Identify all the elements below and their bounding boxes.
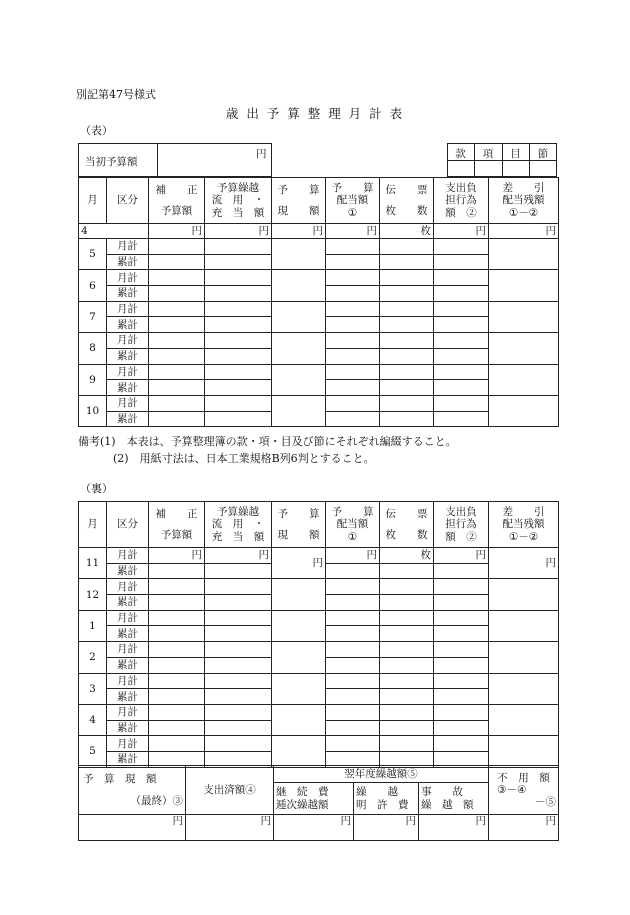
entry-cell[interactable]: [434, 657, 489, 673]
unit-yen: 円: [274, 815, 354, 841]
entry-cell[interactable]: [149, 254, 205, 270]
unused-header: 不 用 額 ③－④ －⑤: [489, 766, 559, 815]
entry-cell[interactable]: [434, 579, 489, 595]
unit-yen: 円: [149, 224, 205, 239]
entry-cell[interactable]: [272, 364, 326, 395]
table-row: [79, 610, 559, 626]
table-row: [79, 579, 559, 595]
entry-cell[interactable]: [326, 348, 380, 364]
entry-cell[interactable]: [380, 270, 434, 286]
entry-cell[interactable]: [434, 610, 489, 626]
entry-cell[interactable]: [205, 411, 272, 427]
entry-cell[interactable]: [434, 333, 489, 349]
table-row: [79, 333, 559, 349]
row-type-cell: 月計: [107, 548, 149, 564]
entry-cell[interactable]: [380, 689, 434, 705]
row-type-cell: 累計: [107, 380, 149, 396]
entry-cell[interactable]: [380, 657, 434, 673]
row-type-cell: 月計: [107, 270, 149, 286]
entry-cell[interactable]: [434, 395, 489, 411]
month-cell: 1: [79, 610, 107, 641]
entry-cell[interactable]: [272, 301, 326, 332]
row-type-cell: 月計: [107, 704, 149, 720]
col-current: 予 算 現 額: [272, 502, 326, 548]
col-vouchers: 伝 票 枚 数: [380, 502, 434, 548]
row-type-cell: 月計: [107, 673, 149, 689]
entry-cell[interactable]: [149, 720, 205, 736]
paid-header: 支出済額④: [186, 766, 274, 815]
col-liability: 支出負 担行為 額 ②: [434, 178, 489, 224]
row-type-cell: 累計: [107, 626, 149, 642]
col-allocation: 予 算 配当額 ①: [326, 178, 380, 224]
entry-cell[interactable]: [149, 317, 205, 333]
unit-yen: 円: [354, 815, 419, 841]
note-text: 本表は、予算整理簿の款・項・目及び節にそれぞれ編綴すること。: [126, 435, 457, 448]
entry-cell[interactable]: [380, 364, 434, 380]
entry-cell[interactable]: [380, 348, 434, 364]
row-type-cell: 累計: [107, 720, 149, 736]
entry-cell[interactable]: [149, 689, 205, 705]
explicit-carry-header: 繰 越 明 許 費: [354, 783, 419, 815]
front-ledger-table: [78, 177, 559, 427]
entry-cell[interactable]: [434, 626, 489, 642]
entry-cell[interactable]: [149, 657, 205, 673]
entry-cell[interactable]: [149, 579, 205, 595]
unit-sheets: 枚: [380, 224, 434, 239]
entry-cell[interactable]: [434, 736, 489, 752]
entry-cell[interactable]: [434, 286, 489, 302]
unit-yen: 円: [326, 224, 380, 239]
entry-cell[interactable]: [205, 579, 272, 595]
first-month: 4: [79, 224, 149, 239]
entry-cell[interactable]: [434, 673, 489, 689]
table-row: [79, 642, 559, 658]
entry-cell[interactable]: [326, 301, 380, 317]
entry-cell[interactable]: [272, 395, 326, 426]
month-cell: 8: [79, 333, 107, 364]
table-row: [79, 704, 559, 720]
entry-cell[interactable]: [205, 333, 272, 349]
entry-cell[interactable]: [149, 642, 205, 658]
entry-cell[interactable]: [380, 720, 434, 736]
entry-cell[interactable]: [326, 317, 380, 333]
entry-cell[interactable]: 円: [272, 548, 326, 579]
entry-cell[interactable]: [326, 689, 380, 705]
notes: [78, 433, 457, 467]
entry-cell[interactable]: [149, 348, 205, 364]
entry-cell[interactable]: [205, 642, 272, 658]
entry-cell[interactable]: [380, 301, 434, 317]
entry-cell[interactable]: [149, 239, 205, 255]
row-type-cell: 月計: [107, 642, 149, 658]
entry-cell[interactable]: [149, 286, 205, 302]
row-type-cell: 累計: [107, 411, 149, 427]
entry-cell[interactable]: [434, 642, 489, 658]
month-cell: 5: [79, 736, 107, 767]
entry-cell[interactable]: [326, 626, 380, 642]
entry-cell[interactable]: [489, 333, 559, 364]
row-type-cell: 月計: [107, 579, 149, 595]
entry-cell[interactable]: [149, 301, 205, 317]
entry-cell[interactable]: [489, 239, 559, 270]
entry-cell[interactable]: [434, 689, 489, 705]
notes-label: 備考: [78, 435, 100, 448]
entry-cell[interactable]: 枚: [380, 548, 434, 564]
entry-cell[interactable]: [205, 301, 272, 317]
entry-cell[interactable]: [205, 563, 272, 579]
entry-cell[interactable]: [489, 610, 559, 641]
entry-cell[interactable]: [272, 610, 326, 641]
month-cell: 6: [79, 270, 107, 301]
row-type-cell: 累計: [107, 751, 149, 767]
entry-cell[interactable]: [434, 317, 489, 333]
entry-cell[interactable]: [434, 348, 489, 364]
month-cell: 11: [79, 548, 107, 579]
row-type-cell: 月計: [107, 610, 149, 626]
entry-cell[interactable]: [272, 673, 326, 704]
col-supplement: 補 正 予算額: [149, 178, 205, 224]
entry-cell[interactable]: [326, 380, 380, 396]
table-row: [79, 736, 559, 752]
entry-cell[interactable]: [149, 333, 205, 349]
month-cell: 10: [79, 395, 107, 426]
entry-cell[interactable]: [272, 270, 326, 301]
unit-yen: 円: [79, 815, 186, 841]
month-cell: 7: [79, 301, 107, 332]
entry-cell[interactable]: [326, 364, 380, 380]
entry-cell[interactable]: [326, 704, 380, 720]
entry-cell[interactable]: [489, 642, 559, 673]
entry-cell[interactable]: [149, 380, 205, 396]
entry-cell[interactable]: [380, 411, 434, 427]
row-type-cell: 累計: [107, 286, 149, 302]
entry-cell[interactable]: [489, 395, 559, 426]
row-type-cell: 累計: [107, 657, 149, 673]
entry-cell[interactable]: [380, 317, 434, 333]
entry-cell[interactable]: [272, 704, 326, 735]
entry-cell[interactable]: [272, 642, 326, 673]
row-type-cell: 累計: [107, 317, 149, 333]
entry-cell[interactable]: [149, 736, 205, 752]
month-cell: 12: [79, 579, 107, 610]
budget-item-kan: 款: [455, 148, 466, 160]
entry-cell[interactable]: [272, 736, 326, 767]
entry-cell[interactable]: [380, 642, 434, 658]
entry-cell[interactable]: [205, 689, 272, 705]
entry-cell[interactable]: [326, 270, 380, 286]
row-type-cell: 月計: [107, 239, 149, 255]
entry-cell[interactable]: [149, 411, 205, 427]
entry-cell[interactable]: [434, 254, 489, 270]
entry-cell[interactable]: [149, 395, 205, 411]
entry-cell[interactable]: [489, 364, 559, 395]
col-category: 区分: [107, 178, 149, 224]
entry-cell[interactable]: 円: [149, 548, 205, 564]
entry-cell[interactable]: [326, 579, 380, 595]
entry-cell[interactable]: [380, 563, 434, 579]
entry-cell[interactable]: [380, 673, 434, 689]
entry-cell[interactable]: [489, 301, 559, 332]
initial-budget-yen: 円: [256, 148, 267, 160]
table-row: [79, 239, 559, 255]
entry-cell[interactable]: [434, 364, 489, 380]
entry-cell[interactable]: 円: [489, 548, 559, 579]
entry-cell[interactable]: [434, 301, 489, 317]
table-row: [79, 301, 559, 317]
back-label: （裏）: [80, 482, 113, 495]
col-category: 区分: [107, 502, 149, 548]
entry-cell[interactable]: [434, 704, 489, 720]
back-ledger-table: [78, 501, 559, 768]
entry-cell[interactable]: [149, 673, 205, 689]
entry-cell[interactable]: [149, 704, 205, 720]
entry-cell[interactable]: [205, 317, 272, 333]
row-type-cell: 月計: [107, 364, 149, 380]
entry-cell[interactable]: [149, 563, 205, 579]
entry-cell[interactable]: 円: [434, 548, 489, 564]
entry-cell[interactable]: [205, 348, 272, 364]
entry-cell[interactable]: [434, 411, 489, 427]
entry-cell[interactable]: [326, 610, 380, 626]
col-balance: 差 引 配当残額 ①－②: [489, 178, 559, 224]
entry-cell[interactable]: [380, 610, 434, 626]
entry-cell[interactable]: [489, 704, 559, 735]
entry-cell[interactable]: [149, 364, 205, 380]
entry-cell[interactable]: [205, 395, 272, 411]
entry-cell[interactable]: [380, 626, 434, 642]
table-row: [79, 673, 559, 689]
entry-cell[interactable]: [205, 595, 272, 611]
entry-cell[interactable]: [489, 579, 559, 610]
unit-yen: 円: [205, 224, 272, 239]
row-type-cell: 累計: [107, 348, 149, 364]
entry-cell[interactable]: [326, 563, 380, 579]
initial-budget-label: 当初予算額: [85, 156, 138, 168]
entry-cell[interactable]: [205, 720, 272, 736]
continuing-header: 継 続 費 逓次繰越額: [274, 783, 354, 815]
budget-item-kou: 項: [482, 148, 494, 160]
entry-cell[interactable]: [380, 395, 434, 411]
budget-item-moku: 目: [510, 148, 521, 160]
col-month: 月: [79, 178, 107, 224]
entry-cell[interactable]: [380, 286, 434, 302]
note-number: (1): [100, 435, 116, 448]
entry-cell[interactable]: [326, 254, 380, 270]
month-cell: 4: [79, 704, 107, 735]
entry-cell[interactable]: [489, 270, 559, 301]
entry-cell[interactable]: [326, 736, 380, 752]
entry-cell[interactable]: 円: [205, 548, 272, 564]
entry-cell[interactable]: [326, 642, 380, 658]
unit-yen: 円: [489, 815, 559, 841]
entry-cell[interactable]: [205, 626, 272, 642]
note-text: 用紙寸法は、日本工業規格B列6判とすること。: [139, 452, 375, 465]
col-carryover: 予算繰越 流 用 ・ 充 当 額: [205, 178, 272, 224]
entry-cell[interactable]: [326, 595, 380, 611]
front-label: （表）: [80, 124, 113, 137]
entry-cell[interactable]: [272, 239, 326, 270]
entry-cell[interactable]: [272, 333, 326, 364]
entry-cell[interactable]: [326, 239, 380, 255]
row-type-cell: 累計: [107, 595, 149, 611]
col-carryover: 予算繰越 流 用 ・ 充 当 額: [205, 502, 272, 548]
entry-cell[interactable]: [434, 720, 489, 736]
entry-cell[interactable]: [205, 673, 272, 689]
table-row: [79, 270, 559, 286]
entry-cell[interactable]: 円: [326, 548, 380, 564]
unit-yen: 円: [419, 815, 489, 841]
accident-carry-header: 事 故 繰 越 額: [419, 783, 489, 815]
col-vouchers: 伝 票 枚 数: [380, 178, 434, 224]
entry-cell[interactable]: [434, 563, 489, 579]
entry-cell[interactable]: [205, 364, 272, 380]
entry-cell[interactable]: [380, 239, 434, 255]
entry-cell[interactable]: [205, 270, 272, 286]
entry-cell[interactable]: [380, 736, 434, 752]
entry-cell[interactable]: [326, 333, 380, 349]
table-row: [79, 224, 559, 239]
row-type-cell: 月計: [107, 395, 149, 411]
entry-cell[interactable]: [149, 595, 205, 611]
unit-yen: 円: [272, 224, 326, 239]
entry-cell[interactable]: [434, 270, 489, 286]
entry-cell[interactable]: [380, 595, 434, 611]
unit-yen: 円: [434, 224, 489, 239]
unit-yen: 円: [489, 224, 559, 239]
entry-cell[interactable]: [205, 239, 272, 255]
entry-cell[interactable]: [205, 286, 272, 302]
entry-cell[interactable]: [434, 595, 489, 611]
table-row: [79, 364, 559, 380]
entry-cell[interactable]: [205, 380, 272, 396]
col-balance: 差 引 配当残額 ①－②: [489, 502, 559, 548]
entry-cell[interactable]: [380, 254, 434, 270]
entry-cell[interactable]: [489, 673, 559, 704]
entry-cell[interactable]: [326, 720, 380, 736]
entry-cell[interactable]: [489, 736, 559, 767]
entry-cell[interactable]: [326, 286, 380, 302]
entry-cell[interactable]: [205, 610, 272, 626]
row-type-cell: 月計: [107, 301, 149, 317]
note-number: (2): [113, 452, 129, 465]
next-year-header: 翌年度繰越額⑤: [274, 766, 489, 783]
final-summary-table: [78, 765, 559, 841]
col-allocation: 予 算 配当額 ①: [326, 502, 380, 548]
entry-cell[interactable]: [326, 411, 380, 427]
entry-cell[interactable]: [380, 579, 434, 595]
unit-yen: 円: [186, 815, 274, 841]
row-type-cell: 月計: [107, 333, 149, 349]
row-type-cell: 月計: [107, 736, 149, 752]
form-number: 別記第47号様式: [76, 88, 156, 101]
col-liability: 支出負 担行為 額 ②: [434, 502, 489, 548]
entry-cell[interactable]: [205, 736, 272, 752]
entry-cell[interactable]: [272, 579, 326, 610]
current-final-header: 予 算 現 額 （最終）③: [79, 766, 186, 815]
entry-cell[interactable]: [380, 380, 434, 396]
entry-cell[interactable]: [205, 254, 272, 270]
row-type-cell: 累計: [107, 563, 149, 579]
table-row: [79, 395, 559, 411]
entry-cell[interactable]: [434, 380, 489, 396]
month-cell: 2: [79, 642, 107, 673]
entry-cell[interactable]: [380, 704, 434, 720]
row-type-cell: 累計: [107, 254, 149, 270]
table-row: [79, 548, 559, 564]
entry-cell[interactable]: [380, 333, 434, 349]
col-supplement: 補 正 予算額: [149, 502, 205, 548]
col-current: 予 算 現 額: [272, 178, 326, 224]
entry-cell[interactable]: [149, 610, 205, 626]
entry-cell[interactable]: [326, 395, 380, 411]
entry-cell[interactable]: [205, 657, 272, 673]
entry-cell[interactable]: [149, 626, 205, 642]
month-cell: 3: [79, 673, 107, 704]
col-month: 月: [79, 502, 107, 548]
entry-cell[interactable]: [326, 657, 380, 673]
entry-cell[interactable]: [205, 704, 272, 720]
budget-item-setsu: 節: [537, 148, 549, 160]
entry-cell[interactable]: [149, 270, 205, 286]
month-cell: 5: [79, 239, 107, 270]
entry-cell[interactable]: [434, 239, 489, 255]
entry-cell[interactable]: [326, 673, 380, 689]
document-title: 歳 出 予 算 整 理 月 計 表: [225, 106, 405, 121]
month-cell: 9: [79, 364, 107, 395]
row-type-cell: 累計: [107, 689, 149, 705]
